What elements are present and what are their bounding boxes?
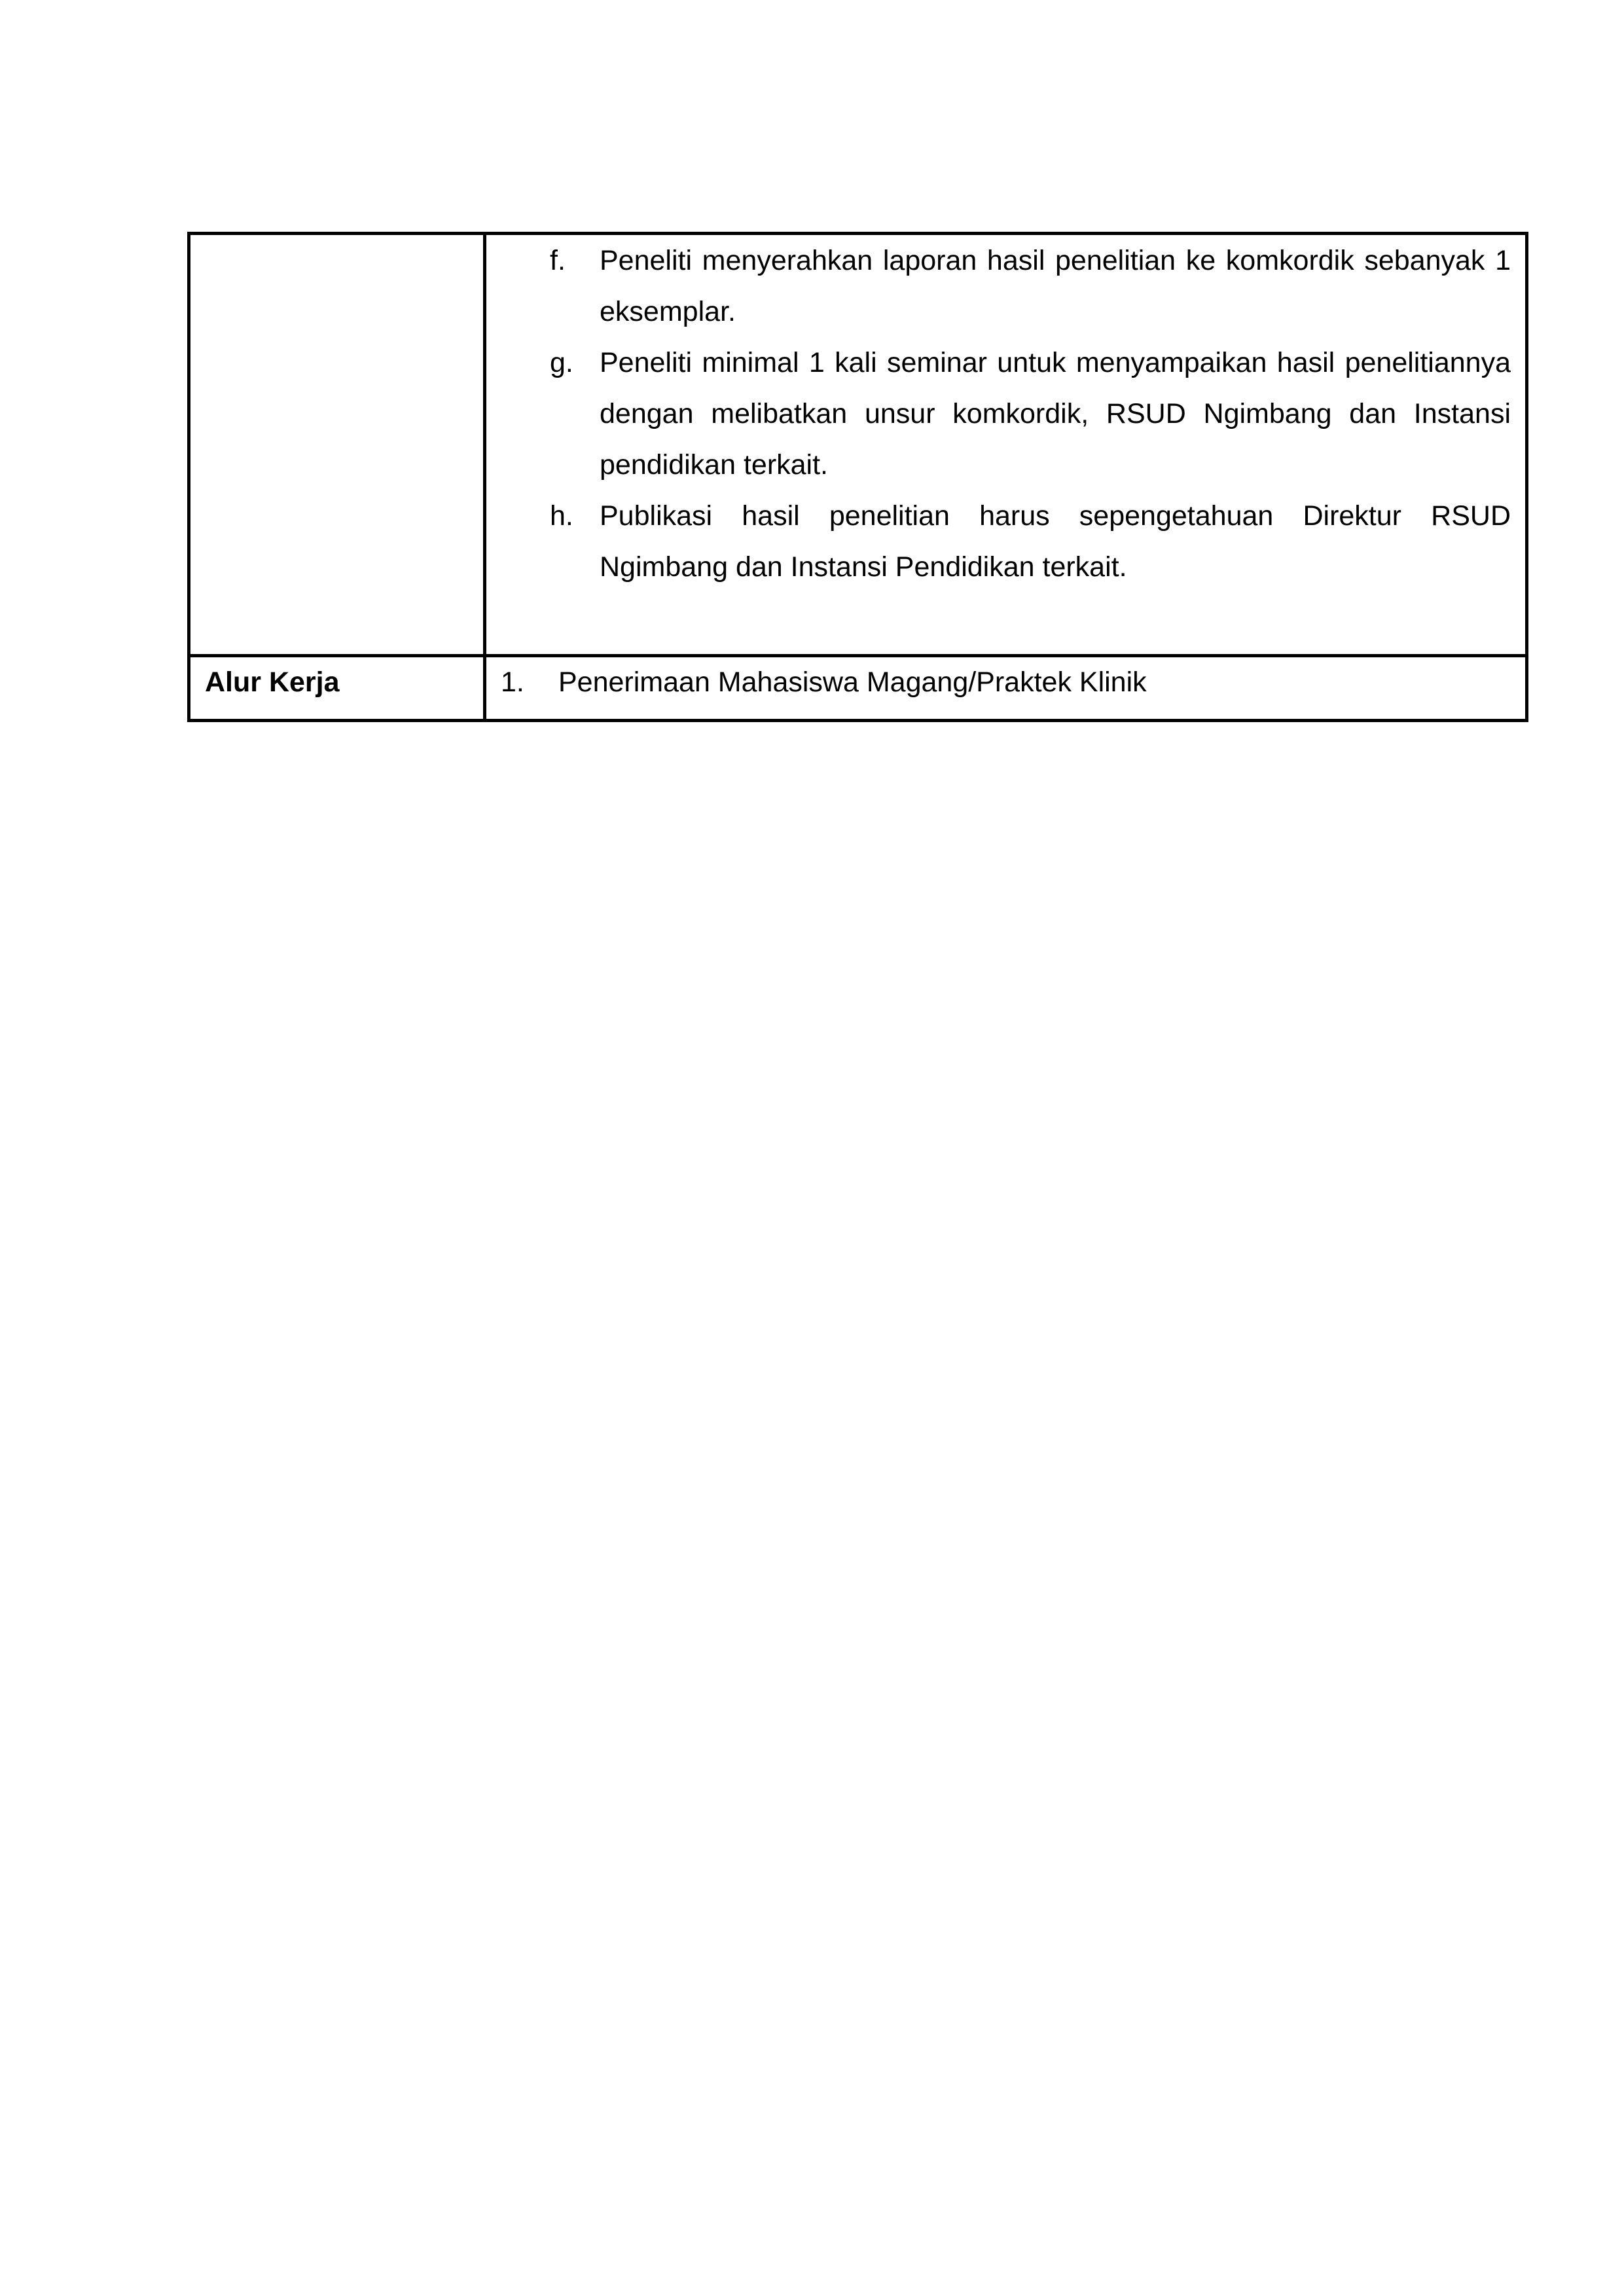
list-item-text: Peneliti menyerahkan laporan hasil penelitian ke komkordik sebanyak 1 eksemplar.	[600, 245, 1511, 327]
list-item	[486, 337, 1525, 490]
list-item-text: Peneliti minimal 1 kali seminar untuk menyampaikan hasil penelitiannya dengan melibatkan unsur komkordik, RSUD Ngimbang dan Instansi pendidikan terkait.	[600, 347, 1511, 481]
list-item	[486, 666, 1525, 698]
table-row	[189, 234, 1527, 656]
list-marker: g.	[550, 347, 573, 378]
list-item-text: Penerimaan Mahasiswa Magang/Praktek Klinik	[558, 666, 1147, 698]
list-marker: h.	[550, 500, 573, 532]
list-marker: f.	[550, 245, 566, 276]
row-label: Alur Kerja	[205, 666, 340, 698]
list-marker: 1.	[501, 666, 524, 698]
row-label-cell	[189, 234, 485, 656]
row-label-cell	[189, 656, 485, 721]
procedure-table	[187, 232, 1528, 722]
list-item-text: Publikasi hasil penelitian harus sepengetahuan Direktur RSUD Ngimbang dan Instansi Pendidikan terkait.	[600, 500, 1511, 583]
table-row	[189, 656, 1527, 721]
requirement-list	[486, 235, 1525, 592]
list-item	[486, 235, 1525, 337]
row-content-cell	[485, 656, 1527, 721]
list-item	[486, 490, 1525, 592]
row-content-cell	[485, 234, 1527, 656]
